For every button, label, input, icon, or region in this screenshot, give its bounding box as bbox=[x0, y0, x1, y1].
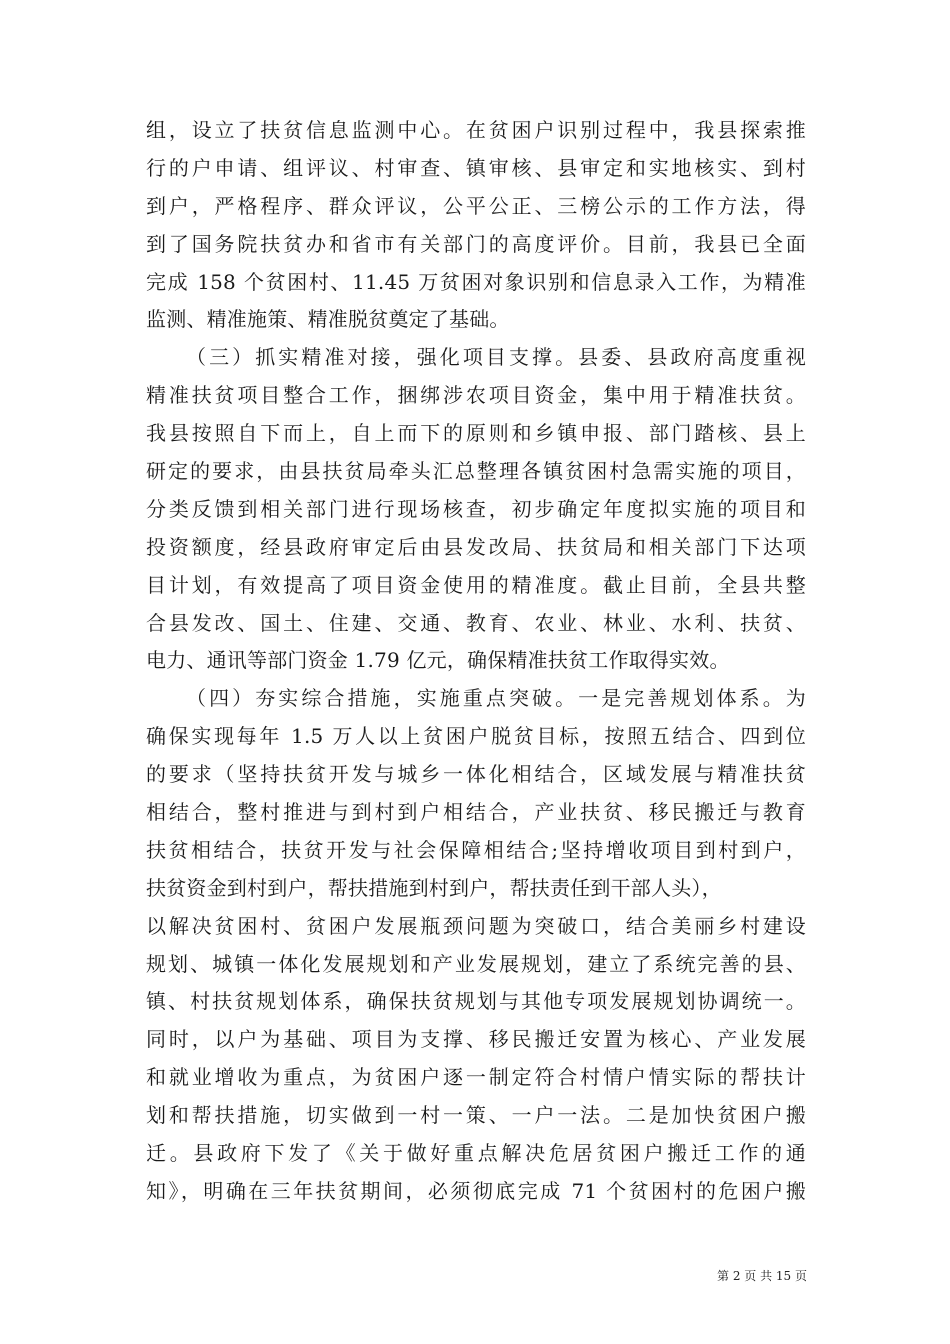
text-line: 以解决贫困村、贫困户发展瓶颈问题为突破口，结合美丽乡村建设 bbox=[146, 913, 806, 938]
text-line: 相结合，整村推进与到村到户相结合，产业扶贫、移民搬迁与教育 bbox=[146, 800, 806, 825]
text-line: 我县按照自下而上，自上而下的原则和乡镇申报、部门踏核、县上 bbox=[146, 421, 806, 446]
text-line: 电力、通讯等部门资金 1.79 亿元，确保精准扶贫工作取得实效。 bbox=[146, 648, 730, 673]
text-line: 和就业增收为重点，为贫困户逐一制定符合村情户情实际的帮扶计 bbox=[146, 1065, 806, 1090]
text-line: 行的户申请、组评议、村审查、镇审核、县审定和实地核实、到村 bbox=[146, 155, 806, 180]
paragraph-heading-line: （四）夯实综合措施，实施重点突破。一是完善规划体系。为 bbox=[186, 686, 806, 711]
paragraph-heading-line: （三）抓实精准对接，强化项目支撑。县委、县政府高度重视 bbox=[186, 345, 806, 370]
body-text bbox=[146, 112, 806, 1211]
text-line: 到户，严格程序、群众评议，公平公正、三榜公示的工作方法，得 bbox=[146, 193, 806, 218]
text-line: 确保实现每年 1.5 万人以上贫困户脱贫目标，按照五结合、四到位 bbox=[146, 724, 806, 749]
text-line: 扶贫相结合，扶贫开发与社会保障相结合;坚持增收项目到村到户， bbox=[146, 837, 806, 862]
text-line: 迁。县政府下发了《关于做好重点解决危居贫困户搬迁工作的通 bbox=[146, 1141, 806, 1166]
text-line: 组，设立了扶贫信息监测中心。在贫困户识别过程中，我县探索推 bbox=[146, 118, 806, 142]
text-line: 镇、村扶贫规划体系，确保扶贫规划与其他专项发展规划协调统一。 bbox=[146, 989, 806, 1014]
text-line: 划和帮扶措施，切实做到一村一策、一户一法。二是加快贫困户搬 bbox=[146, 1103, 806, 1128]
text-line: 到了国务院扶贫办和省市有关部门的高度评价。目前，我县已全面 bbox=[146, 231, 806, 256]
text-line: 的要求（坚持扶贫开发与城乡一体化相结合，区域发展与精准扶贫 bbox=[146, 762, 806, 787]
text-line: 扶贫资金到村到户，帮扶措施到村到户，帮扶责任到干部人头）， bbox=[146, 875, 722, 900]
text-line: 规划、城镇一体化发展规划和产业发展规划，建立了系统完善的县、 bbox=[146, 951, 806, 976]
text-line: 同时，以户为基础、项目为支撑、移民搬迁安置为核心、产业发展 bbox=[146, 1027, 806, 1052]
text-line: 分类反馈到相关部门进行现场核查，初步确定年度拟实施的项目和 bbox=[146, 496, 806, 521]
text-line: 完成 158 个贫困村、11.45 万贫困对象识别和信息录入工作，为精准 bbox=[146, 269, 806, 294]
page-number-footer: 第 2 页 共 15 页 bbox=[717, 1269, 807, 1283]
text-line: 知》，明确在三年扶贫期间，必须彻底完成 71 个贫困村的危困户搬 bbox=[146, 1178, 806, 1203]
text-line: 监测、精准施策、精准脱贫奠定了基础。 bbox=[146, 307, 510, 332]
text-line: 精准扶贫项目整合工作，捆绑涉农项目资金，集中用于精准扶贫。 bbox=[146, 383, 806, 408]
text-line: 目计划，有效提高了项目资金使用的精准度。截止目前，全县共整 bbox=[146, 572, 806, 597]
text-line: 合县发改、国土、住建、交通、教育、农业、林业、水利、扶贫、 bbox=[146, 610, 806, 635]
text-line: 研定的要求，由县扶贫局牵头汇总整理各镇贫困村急需实施的项目， bbox=[146, 459, 806, 484]
text-line: 投资额度，经县政府审定后由县发改局、扶贫局和相关部门下达项 bbox=[146, 534, 806, 559]
